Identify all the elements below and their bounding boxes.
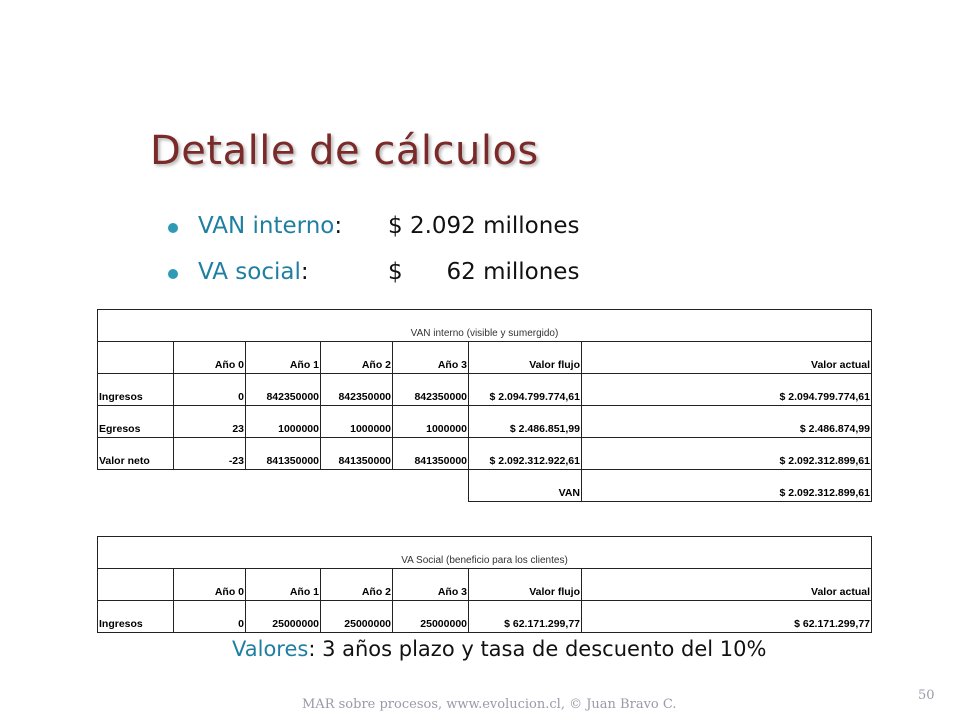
table-cell: $ 2.094.799.774,61 [469,374,582,406]
bullet-sep: : [334,213,343,239]
footnote-text: : 3 años plazo y tasa de descuento del 10% [308,637,767,661]
table-cell: 842350000 [393,374,469,406]
header-cell: Año 3 [393,569,469,601]
bullet-dot-icon [168,269,178,279]
table-cell: $ 62.171.299,77 [582,601,872,633]
row-label: Ingresos [98,374,174,406]
table-va-social [97,536,872,633]
table-caption: VA Social (beneficio para los clientes) [98,537,872,569]
row-label: Valor neto [98,438,174,470]
header-cell: Valor actual [582,569,872,601]
header-cell: Año 0 [174,342,246,374]
table-total-row [98,470,872,502]
table-cell: $ 2.092.312.922,61 [469,438,582,470]
table-cell: $ 2.486.874,99 [582,406,872,438]
table-cell: 25000000 [321,601,393,633]
table-cell: -23 [174,438,246,470]
table-header-row [98,569,872,601]
page-number: 50 [918,688,935,703]
header-cell: Valor actual [582,342,872,374]
table-caption: VAN interno (visible y sumergido) [98,310,872,342]
table-cell: 25000000 [393,601,469,633]
table-cell: 842350000 [321,374,393,406]
header-cell: Año 0 [174,569,246,601]
total-value: $ 2.092.312.899,61 [582,470,872,502]
table-cell: 0 [174,601,246,633]
table-cell: 0 [174,374,246,406]
row-label: Egresos [98,406,174,438]
slide-footer: MAR sobre procesos, www.evolucion.cl, © Juan Bravo C. [302,697,677,712]
table-van-interno [97,309,872,502]
table-cell: $ 2.092.312.899,61 [582,438,872,470]
row-label: Ingresos [98,601,174,633]
header-cell: Año 3 [393,342,469,374]
header-cell: Año 2 [321,569,393,601]
header-cell: Año 1 [246,342,321,374]
bullet-key [198,259,309,285]
table-row [98,406,872,438]
table-row [98,601,872,633]
bullet-value: $ 2.092 millones [388,213,580,239]
table-cell: $ 2.094.799.774,61 [582,374,872,406]
slide-title: Detalle de cálculos [150,128,539,174]
table-row [98,438,872,470]
footnote [232,637,766,661]
table-cell: 1000000 [321,406,393,438]
table-row [98,374,872,406]
table-cell: 1000000 [393,406,469,438]
table-cell: $ 2.486.851,99 [469,406,582,438]
table-cell: 842350000 [246,374,321,406]
footnote-key: Valores [232,637,309,661]
bullet-key [198,213,342,239]
header-cell: Valor flujo [469,569,582,601]
table-header-row [98,342,872,374]
header-cell: Valor flujo [469,342,582,374]
header-cell [98,569,174,601]
header-cell: Año 2 [321,342,393,374]
bullet-key-text: VAN interno [198,213,335,239]
total-label: VAN [469,470,582,502]
bullet-dot-icon [168,223,178,233]
bullet-key-text: VA social [198,259,301,285]
header-cell: Año 1 [246,569,321,601]
table-cell: 25000000 [246,601,321,633]
table-cell: 1000000 [246,406,321,438]
table-cell: 841350000 [321,438,393,470]
table-cell: $ 62.171.299,77 [469,601,582,633]
bullet-value: $ 62 millones [388,259,580,285]
table-cell: 23 [174,406,246,438]
header-cell [98,342,174,374]
table-cell: 841350000 [246,438,321,470]
table-cell: 841350000 [393,438,469,470]
bullet-sep: : [300,259,309,285]
